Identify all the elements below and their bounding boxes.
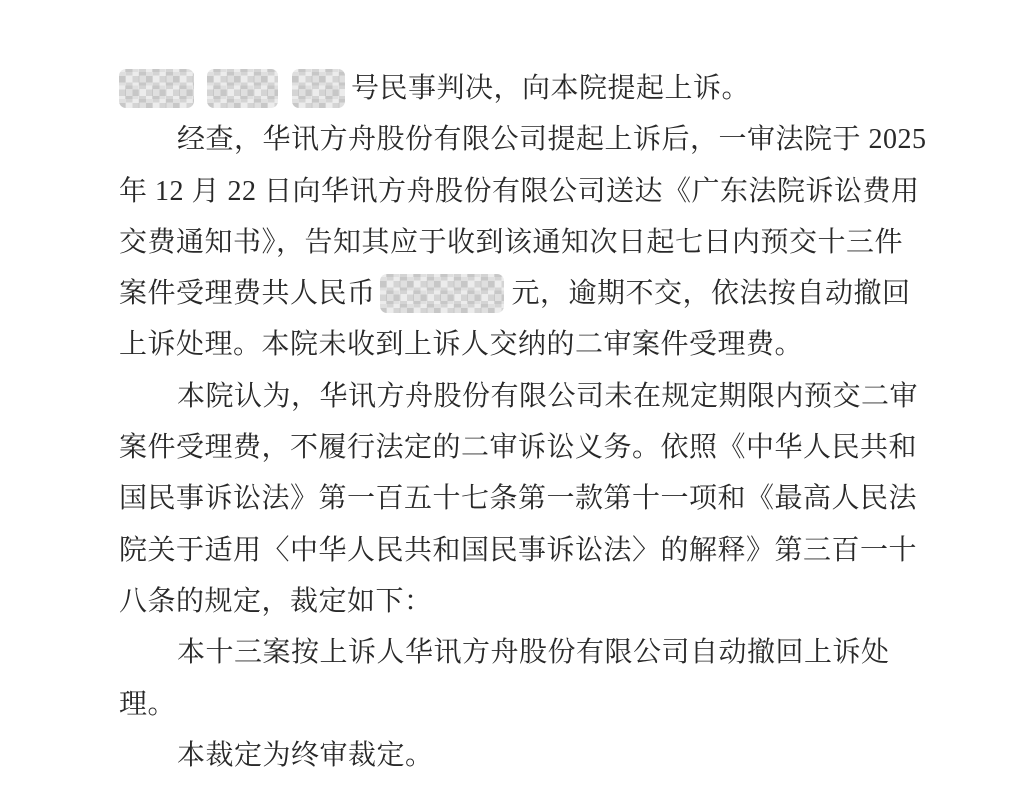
text-line-14 (119, 730, 911, 781)
text-line-13-text: 理。 (119, 688, 177, 720)
text-line-14-text: 本裁定为终审裁定。 (177, 739, 434, 771)
text-line-10-text: 院关于适用〈中华人民共和国民事诉讼法〉的解释》第三百一十 (119, 534, 918, 566)
text-line-8 (119, 422, 918, 473)
text-line-2-text: 经查，华讯方舟股份有限公司提起上诉后，一审法院于 2025 (177, 124, 927, 156)
text-line-4 (119, 217, 911, 268)
text-line-5-text-before: 案件受理费共人民币 (119, 278, 376, 310)
redaction-mosaic-amount (380, 274, 504, 313)
text-line-12 (119, 627, 911, 678)
text-line-3-text: 年 12 月 22 日向华讯方舟股份有限公司送达《广东法院诉讼费用 (119, 175, 920, 207)
text-line-1-text: 号民事判决，向本院提起上诉。 (351, 73, 751, 104)
redaction-mosaic-block (207, 69, 278, 108)
text-line-9 (119, 473, 918, 524)
text-line-11 (119, 576, 911, 627)
document-body (119, 63, 927, 781)
text-line-9-text: 国民事诉讼法》第一百五十七条第一款第十一项和《最高人民法 (119, 483, 918, 515)
text-line-4-text: 交费通知书》，告知其应于收到该通知次日起七日内预交十三件 (119, 226, 904, 258)
text-line-6-text: 上诉处理。本院未收到上诉人交纳的二审案件受理费。 (119, 329, 804, 361)
text-line-3 (119, 166, 920, 217)
text-line-13 (119, 679, 911, 730)
text-line-1 (119, 63, 911, 114)
text-line-5-text-after: 元，逾期不交，依法按自动撤回 (511, 278, 911, 310)
text-line-7 (119, 371, 919, 422)
text-line-11-text: 八条的规定，裁定如下： (119, 585, 433, 617)
text-line-6 (119, 319, 911, 370)
text-line-8-text: 案件受理费，不履行法定的二审诉讼义务。依照《中华人民共和 (119, 432, 918, 464)
text-line-2 (119, 114, 927, 165)
text-line-12-text: 本十三案按上诉人华讯方舟股份有限公司自动撤回上诉处 (177, 637, 890, 669)
text-line-5 (119, 268, 911, 319)
text-line-7-text: 本院认为，华讯方舟股份有限公司未在规定期限内预交二审 (177, 380, 919, 412)
redaction-mosaic-block (119, 69, 194, 108)
redaction-mosaic-block (292, 69, 345, 108)
text-line-10 (119, 525, 918, 576)
